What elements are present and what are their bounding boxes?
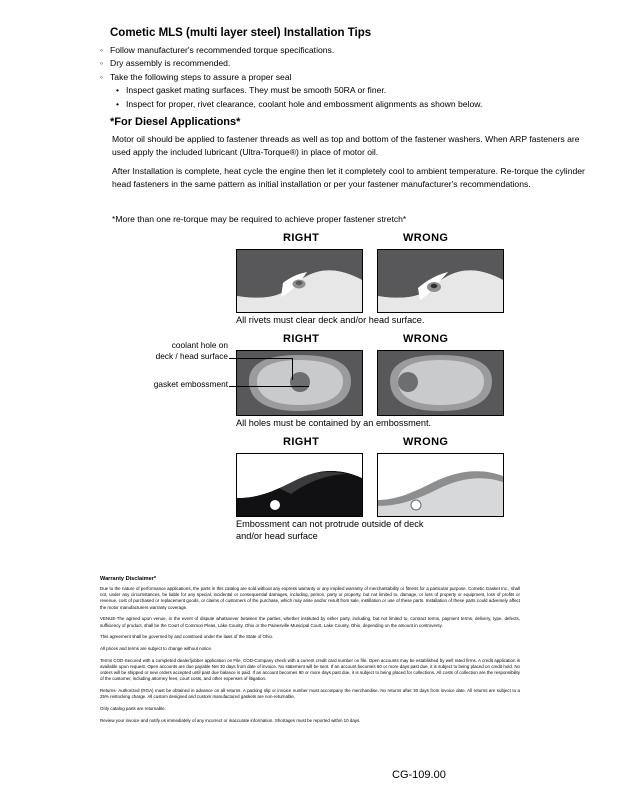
figure-row3-right: [236, 453, 363, 517]
row2-right-label: RIGHT: [283, 333, 320, 345]
page-title: Cometic MLS (multi layer steel) Installation Tips: [110, 27, 372, 39]
warranty-text: [100, 586, 520, 729]
warranty-paragraph: VENUE-The agreed upon venue, in the event of dispute whatsoever between the parties, whether instituted by either party, including, but not limited to, contract terms, payment terms, delivery, type, defects, sufficiency of product, shall be the Court of Common Pleas, Lake County, Ohio or the Painesville Municipal Court, Lake County, Ohio, depending on the amount in controversy.: [100, 616, 520, 628]
callout-gasket-embossment: gasket embossment: [153, 379, 228, 389]
list-item: ◦ Follow manufacturer's recommended torque specifications.: [100, 44, 600, 57]
warranty-heading: Warranty Disclaimer*: [100, 576, 157, 582]
callout-coolant-hole: [110, 340, 228, 362]
diesel-paragraph-1: Motor oil should be applied to fastener threads as well as top and bottom of the fastener washers. When ARP fasteners are used apply the included lubricant (Ultra-Torque®) in place of motor oil.: [112, 134, 580, 157]
callout-coolant-hole-leader-vert: [292, 358, 293, 380]
figure-row3-wrong: [377, 453, 504, 517]
figure-row2-right: [236, 350, 363, 416]
row2-wrong-label: WRONG: [403, 333, 449, 345]
callout-gasket-embossment-leader: [229, 386, 309, 387]
diesel-paragraph-2: After Installation is complete, heat cycle the engine then let it completely cool to ambient temperature. Re-torque the cylinder head fasteners in the same pattern as initial installation or per your fastener manufacturer's recommendations.: [112, 166, 585, 189]
diesel-paragraph-3: *More than one re-torque may be required to achieve proper fastener stretch*: [112, 214, 407, 224]
callout-coolant-hole-line2: deck / head surface: [155, 351, 228, 361]
row2-caption: All holes must be contained by an embossment.: [236, 418, 432, 428]
warranty-paragraph: Returns- Authorized (RGA) must be obtained in advance on all returns. A packing slip or invoice number must accompany the merchandise. No returns after 30 days from invoice date. All returns are subject to a 25% restocking charge. All custom designed and custom manufactured gaskets are non-returnable.: [100, 687, 520, 700]
document-number: CG-109.00: [392, 769, 446, 781]
warranty-paragraph: Terms COD-Secured with a completed dealer/jobber application on File, COD-Company check with a current credit card number on file. Open accounts may be established by well rated firms. A credit application is available upon request. Open accounts are due payable Net 30 days from date of invoice. No statement will be sent. If an account becomes 60 or more days past due, it is subject to being placed on credit hold. No orders will be shipped or new orders accepted until past due balance is paid. If an account becomes 90 or more days past due, it is subject to being placed for collections. All costs of collection are the responsibility of the customer, including attorney fees, court costs, and other expenses of litigation.: [100, 657, 520, 682]
warranty-paragraph: Due to the nature of performance applications, the parts in this catalog are sold without any express warranty or any implied warranty of merchantability or fitness for a particular purpose. Cometic Gasket Inc., shall not, under any circumstances, be liable for any special, incidental or consequential damages, including, person, party or property, but not limited to, damage, or loss of property or equipment, loss of profits or revenue, cost of purchased or replacement goods, or claims of customers of the purchase, which may arise and/or result from sale, instillation or use of these parts. Installation of these parts could adversely affect the motor manufacturers warranty coverage.: [100, 586, 520, 610]
row1-caption: All rivets must clear deck and/or head surface.: [236, 315, 425, 325]
row3-caption-line2: and/or head surface: [236, 531, 318, 541]
warranty-paragraph: Only catalog parts are returnable.: [100, 705, 166, 711]
warranty-paragraph: All prices and terms are subject to change without notice.: [100, 645, 213, 651]
list-item: • Inspect gasket mating surfaces. They must be smooth 50RA or finer.: [100, 84, 600, 97]
tips-bullet-list: [100, 44, 600, 111]
row3-caption-line1: Embossment can not protrude outside of deck: [236, 519, 424, 529]
figure-row1-right: [236, 249, 363, 313]
list-item: ◦ Take the following steps to assure a proper seal: [100, 71, 600, 84]
row1-wrong-label: WRONG: [403, 232, 449, 244]
diesel-heading: *For Diesel Applications*: [110, 116, 241, 128]
list-item: ◦ Dry assembly is recommended.: [100, 57, 600, 70]
row3-wrong-label: WRONG: [403, 436, 449, 448]
callout-coolant-hole-line1: coolant hole on: [171, 340, 228, 350]
row3-right-label: RIGHT: [283, 436, 320, 448]
row1-right-label: RIGHT: [283, 232, 320, 244]
callout-coolant-hole-leader: [229, 358, 293, 359]
figure-row2-wrong: [377, 350, 504, 416]
warranty-paragraph: This agreement shall be governed by and construed under the laws of the State of Ohio.: [100, 634, 274, 640]
figure-row1-wrong: [377, 249, 504, 313]
warranty-paragraph: Review your invoice and notify us immediately of any incorrect or inaccurate information. Shortages must be reported within 10 days.: [100, 717, 361, 723]
list-item: • Inspect for proper, rivet clearance, coolant hole and embossment alignments as shown below.: [100, 98, 600, 111]
